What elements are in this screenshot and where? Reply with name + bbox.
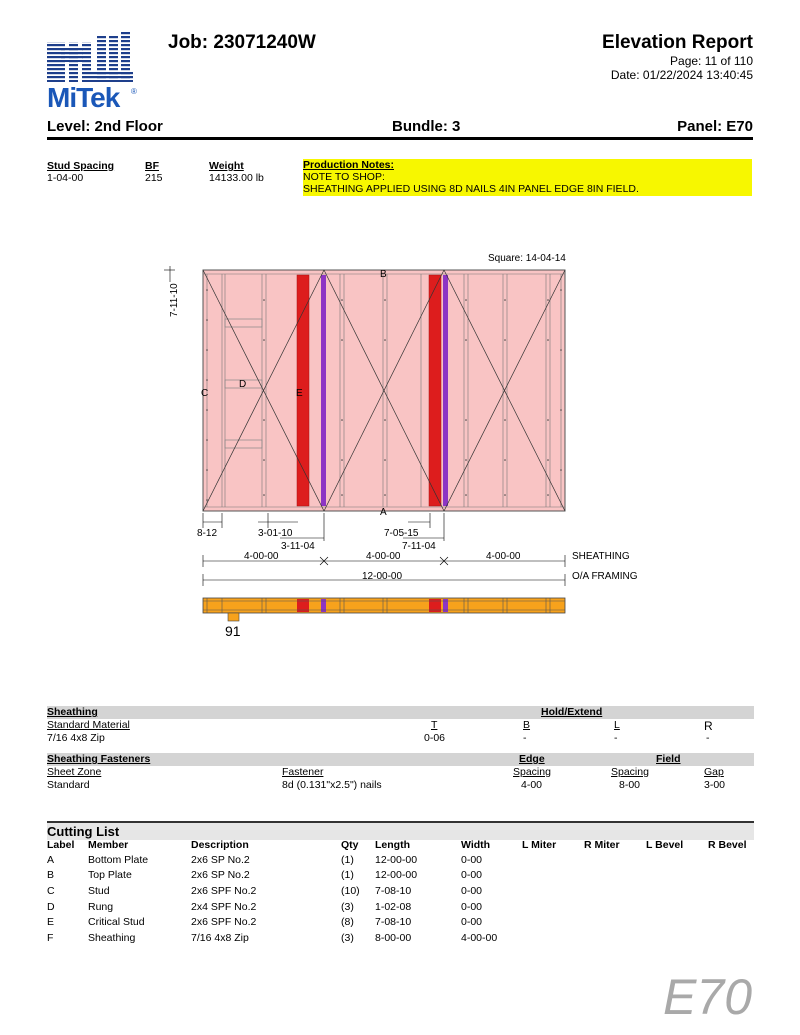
hold-extend-title: Hold/Extend: [541, 706, 603, 718]
col-l: L: [614, 719, 620, 731]
production-notes-label: Production Notes:: [303, 159, 394, 171]
fastener-label: Fastener: [282, 766, 324, 778]
cell-width: 0-00: [461, 853, 483, 866]
logo-wordmark: MiTek: [47, 82, 120, 113]
plan-rung: [228, 613, 239, 621]
stud-spacing-value: 1-04-00: [47, 172, 84, 184]
cell-length: 7-08-10: [375, 916, 412, 929]
field-spacing-label: Spacing: [611, 766, 649, 778]
table-row: [47, 914, 754, 930]
weight-value: 14133.00 lb: [209, 172, 264, 184]
cell-width: 0-00: [461, 884, 483, 897]
cell-member: Stud: [88, 884, 110, 897]
sheathing-dim-2: 4-00-00: [366, 551, 401, 562]
edge-spacing-label: Spacing: [513, 766, 551, 778]
cell-description: 7/16 4x8 Zip: [191, 931, 249, 944]
cell-qty: (3): [341, 931, 354, 944]
cell-width: 0-00: [461, 869, 483, 882]
table-row: [47, 883, 754, 899]
report-title: Elevation Report: [602, 32, 753, 53]
value-l: -: [614, 732, 618, 744]
cell-length: 12-00-00: [375, 869, 418, 882]
col-t: T: [431, 719, 438, 731]
gap-label: Gap: [704, 766, 724, 778]
col-member: Member: [88, 839, 129, 851]
cutting-list-table: [47, 838, 754, 946]
cell-length: 12-00-00: [375, 853, 418, 866]
sheathing-dim-1: 4-00-00: [244, 551, 279, 562]
panel-watermark: E70: [663, 969, 752, 1025]
cell-qty: (3): [341, 900, 354, 913]
cell-label: E: [47, 916, 55, 929]
sheathing-dim-3: 4-00-00: [486, 551, 521, 562]
field-spacing-value: 8-00: [619, 779, 641, 791]
col-l-miter: L Miter: [522, 839, 557, 851]
overall-dim: 12-00-00: [362, 571, 403, 582]
cell-member: Bottom Plate: [88, 853, 149, 866]
value-r: -: [706, 732, 710, 744]
stud-spacing-label: Stud Spacing: [47, 160, 115, 172]
production-notes-line2: SHEATHING APPLIED USING 8D NAILS 4IN PANEL EDGE 8IN FIELD.: [303, 183, 639, 195]
edge-spacing-value: 4-00: [521, 779, 543, 791]
fastener-type: 8d (0.131"x2.5") nails: [282, 779, 382, 791]
cell-qty: (10): [341, 884, 360, 897]
label-a: A: [380, 507, 387, 518]
label-e: E: [296, 388, 303, 399]
sheathing-bar: [47, 706, 754, 719]
plan-view-strip: [203, 598, 565, 613]
dim-3-01-10: 3-01-10: [258, 528, 293, 539]
gap-value: 3-00: [704, 779, 726, 791]
label-b: B: [380, 269, 387, 280]
fasteners-bar: [47, 753, 754, 766]
bundle-label: Bundle: 3: [392, 118, 461, 135]
col-r-miter: R Miter: [584, 839, 620, 851]
standard-material-label: Standard Material: [47, 719, 130, 731]
plan-tag: 91: [225, 623, 241, 639]
cell-member: Sheathing: [88, 931, 136, 944]
sheathing-title: Sheathing: [47, 706, 98, 718]
col-b: B: [523, 719, 531, 731]
cell-description: 2x6 SP No.2: [191, 869, 250, 882]
cell-label: B: [47, 869, 55, 882]
col-l-bevel: L Bevel: [646, 839, 684, 851]
col-label: Label: [47, 839, 75, 851]
production-notes-line1: NOTE TO SHOP:: [303, 171, 385, 183]
table-row: [47, 868, 754, 884]
height-dimension: 7-11-10: [169, 283, 180, 317]
panel-label: Panel: E70: [677, 118, 753, 135]
table-row: [47, 899, 754, 915]
cell-label: C: [47, 884, 55, 897]
sheathing-dim-label: SHEATHING: [572, 551, 630, 562]
cell-length: 1-02-08: [375, 900, 412, 913]
col-qty: Qty: [341, 839, 359, 851]
cell-label: D: [47, 900, 55, 913]
cell-description: 2x4 SPF No.2: [191, 900, 257, 913]
cell-label: A: [47, 853, 55, 866]
cell-description: 2x6 SP No.2: [191, 853, 250, 866]
label-d: D: [239, 379, 247, 390]
level-label: Level: 2nd Floor: [47, 118, 163, 135]
fastener-zone: Standard: [47, 779, 90, 791]
edge-title: Edge: [519, 753, 545, 765]
cell-label: F: [47, 931, 54, 944]
col-r-bevel: R Bevel: [708, 839, 747, 851]
square-dimension: Square: 14-04-14: [488, 253, 566, 264]
cell-length: 8-00-00: [375, 931, 412, 944]
fasteners-title: Sheathing Fasteners: [47, 753, 151, 765]
cell-length: 7-08-10: [375, 884, 412, 897]
col-length: Length: [375, 839, 410, 851]
sheathing-material: 7/16 4x8 Zip: [47, 732, 105, 744]
cutting-list-title: Cutting List: [47, 824, 120, 839]
cell-description: 2x6 SPF No.2: [191, 916, 257, 929]
label-c: C: [201, 388, 209, 399]
logo-registered-mark: ®: [131, 87, 137, 96]
sheet-zone-label: Sheet Zone: [47, 766, 102, 778]
col-description: Description: [191, 839, 249, 851]
page-indicator: Page: 11 of 110: [670, 54, 753, 68]
cell-member: Rung: [88, 900, 114, 913]
value-t: 0-06: [424, 732, 446, 744]
table-row: [47, 930, 754, 946]
table-row: [47, 852, 754, 868]
cell-width: 0-00: [461, 900, 483, 913]
cell-width: 4-00-00: [461, 931, 498, 944]
cell-description: 2x6 SPF No.2: [191, 884, 257, 897]
critical-stud-2: [429, 275, 441, 506]
purple-stud-1: [321, 275, 326, 506]
cell-qty: (1): [341, 853, 354, 866]
field-title: Field: [656, 753, 681, 765]
job-number: Job: 23071240W: [168, 32, 316, 53]
dim-7-11-04: 7-11-04: [402, 541, 436, 552]
dim-8-12: 8-12: [197, 528, 218, 539]
bf-value: 215: [145, 172, 163, 184]
col-width: Width: [461, 839, 491, 851]
purple-stud-2: [443, 275, 448, 506]
cell-qty: (8): [341, 916, 354, 929]
cell-width: 0-00: [461, 916, 483, 929]
col-r: R: [704, 719, 713, 733]
cutting-header-row: [47, 838, 754, 852]
framing-dim-label: O/A FRAMING: [572, 571, 638, 582]
weight-label: Weight: [209, 160, 244, 172]
dim-7-05-15: 7-05-15: [384, 528, 419, 539]
value-b: -: [523, 732, 527, 744]
dim-3-11-04: 3-11-04: [281, 541, 315, 552]
cell-member: Top Plate: [88, 869, 132, 882]
cell-qty: (1): [341, 869, 354, 882]
report-date: Date: 01/22/2024 13:40:45: [610, 68, 753, 82]
cell-member: Critical Stud: [88, 916, 145, 929]
bf-label: BF: [145, 160, 159, 172]
